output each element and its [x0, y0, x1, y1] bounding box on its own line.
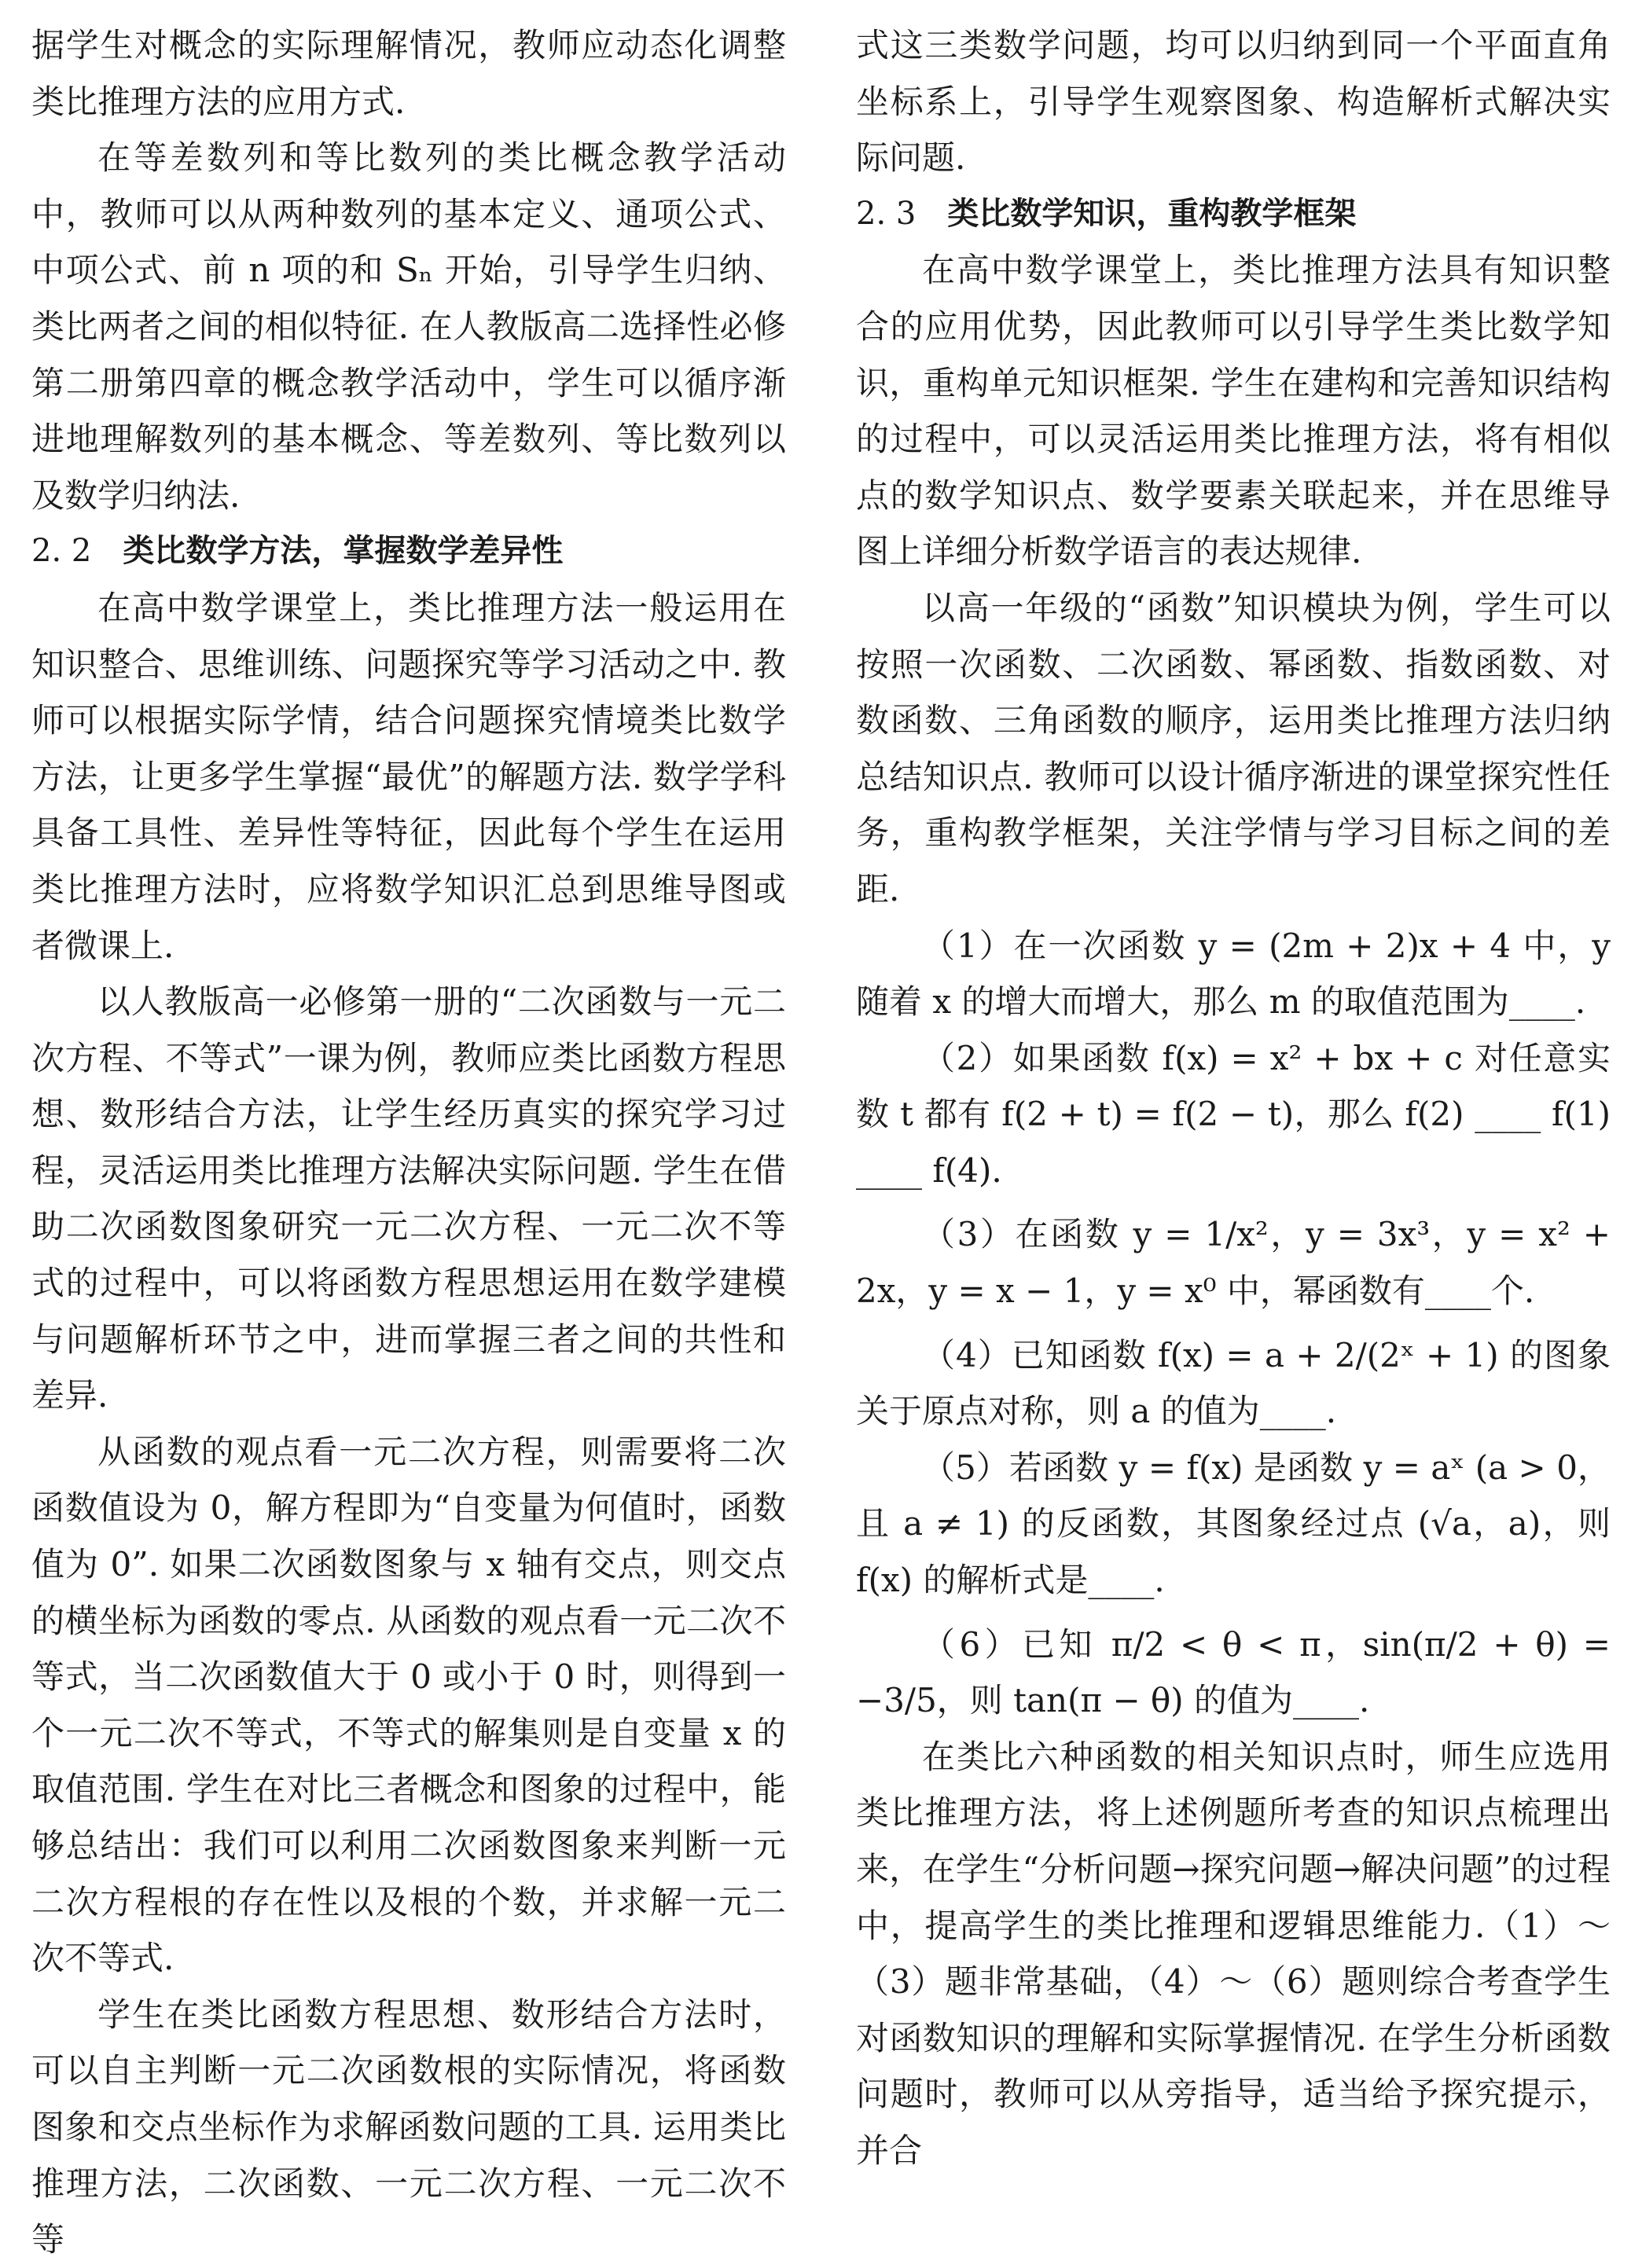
section-title: 类比数学方法，掌握数学差异性	[123, 533, 564, 570]
section-heading-2-2	[31, 523, 786, 580]
paragraph-student-analogy: 学生在类比函数方程思想、数形结合方法时，可以自主判断一元二次函数根的实际情况，将函数图象和交点坐标作为求解函数问题的工具. 运用类比推理方法，二次函数、一元二次方程、一元二次不等	[31, 1995, 786, 2259]
question-6: （6）已知 π/2 < θ < π，sin(π/2 + θ) = −3/5，则 tan(π − θ) 的值为____.	[856, 1624, 1611, 1720]
paragraph-knowledge-integration: 在高中数学课堂上，类比推理方法具有知识整合的应用优势，因此教师可以引导学生类比数学知识，重构单元知识框架. 学生在建构和完善知识结构的过程中，可以灵活运用类比推理方法，将有相似点的数学知识点、数学要素关联起来，并在思维导图上详细分析数学语言的表达规律.	[856, 251, 1611, 571]
section-number: 2. 2	[31, 533, 92, 570]
paragraph-continued: 据学生对概念的实际理解情况，教师应动态化调整类比推理方法的应用方式.	[31, 26, 786, 121]
section-number: 2. 3	[856, 195, 917, 232]
left-column	[31, 17, 786, 2268]
section-title: 类比数学知识，重构教学框架	[947, 195, 1357, 232]
question-4: （4）已知函数 f(x) = a + 2/(2ˣ + 1) 的图象关于原点对称，则 a 的值为____.	[856, 1335, 1611, 1431]
paragraph-continued: 式这三类数学问题，均可以归纳到同一个平面直角坐标系上，引导学生观察图象、构造解析式解决实际问题.	[856, 26, 1611, 178]
question-1: （1）在一次函数 y = (2m + 2)x + 4 中，y 随着 x 的增大而增大，那么 m 的取值范围为____.	[856, 926, 1611, 1022]
paragraph-function-viewpoint: 从函数的观点看一元二次方程，则需要将二次函数值设为 0，解方程即为“自变量为何值时，函数值为 0”. 如果二次函数图象与 x 轴有交点，则交点的横坐标为函数的零点. 从函数的观点看一元二次不等式，当二次函数值大于 0 或小于 0 时，则得到一个一元二次不等式，不等式的解集则是自变量 x 的取值范围. 学生在对比三者概念和图象的过程中，能够总结出：我们可以利用二次函数图象来判断一元二次方程根的存在性以及根的个数，并求解一元二次不等式.	[31, 1432, 786, 1978]
paragraph-analogy-methods: 在高中数学课堂上，类比推理方法一般运用在知识整合、思维训练、问题探究等学习活动之中. 教师可以根据实际学情，结合问题探究情境类比数学方法，让更多学生掌握“最优”的解题方法. 数学学科具备工具性、差异性等特征，因此每个学生在运用类比推理方法时，应将数学知识汇总到思维导图或者微课上.	[31, 588, 786, 965]
right-column	[856, 17, 1611, 2179]
section-heading-2-3	[856, 186, 1611, 243]
paragraph-quadratic-lesson: 以人教版高一必修第一册的“二次函数与一元二次方程、不等式”一课为例，教师应类比函数方程思想、数形结合方法，让学生经历真实的探究学习过程，灵活运用类比推理方法解决实际问题. 学生在借助二次函数图象研究一元二次方程、一元二次不等式的过程中，可以将函数方程思想运用在数学建模与问题解析环节之中，进而掌握三者之间的共性和差异.	[31, 982, 786, 1415]
question-3: （3）在函数 y = 1/x²，y = 3x³，y = x² + 2x，y = x − 1，y = x⁰ 中，幂函数有____个.	[856, 1215, 1611, 1311]
paragraph-six-functions: 在类比六种函数的相关知识点时，师生应选用类比推理方法，将上述例题所考查的知识点梳理出来，在学生“分析问题→探究问题→解决问题”的过程中，提高学生的类比推理和逻辑思维能力.（1）～（3）题非常基础，（4）～（6）题则综合考查学生对函数知识的理解和实际掌握情况. 在学生分析函数问题时，教师可以从旁指导，适当给予探究提示，并合	[856, 1737, 1611, 2170]
question-2: （2）如果函数 f(x) = x² + bx + c 对任意实数 t 都有 f(2 + t) = f(2 − t)，那么 f(2) ____ f(1) ____ f(4).	[856, 1038, 1611, 1190]
paragraph-arithmetic-geometric-sequences: 在等差数列和等比数列的类比概念教学活动中，教师可以从两种数列的基本定义、通项公式、中项公式、前 n 项的和 Sₙ 开始，引导学生归纳、类比两者之间的相似特征. 在人教版高二选择性必修第二册第四章的概念教学活动中，学生可以循序渐进地理解数列的基本概念、等差数列、等比数列以及数学归纳法.	[31, 138, 786, 515]
paragraph-function-module: 以高一年级的“函数”知识模块为例，学生可以按照一次函数、二次函数、幂函数、指数函数、对数函数、三角函数的顺序，运用类比推理方法归纳总结知识点. 教师可以设计循序渐进的课堂探究性任务，重构教学框架，关注学情与学习目标之间的差距.	[856, 588, 1611, 908]
question-5: （5）若函数 y = f(x) 是函数 y = aˣ (a > 0，且 a ≠ 1) 的反函数，其图象经过点 (√a，a)，则 f(x) 的解析式是____.	[856, 1448, 1611, 1600]
